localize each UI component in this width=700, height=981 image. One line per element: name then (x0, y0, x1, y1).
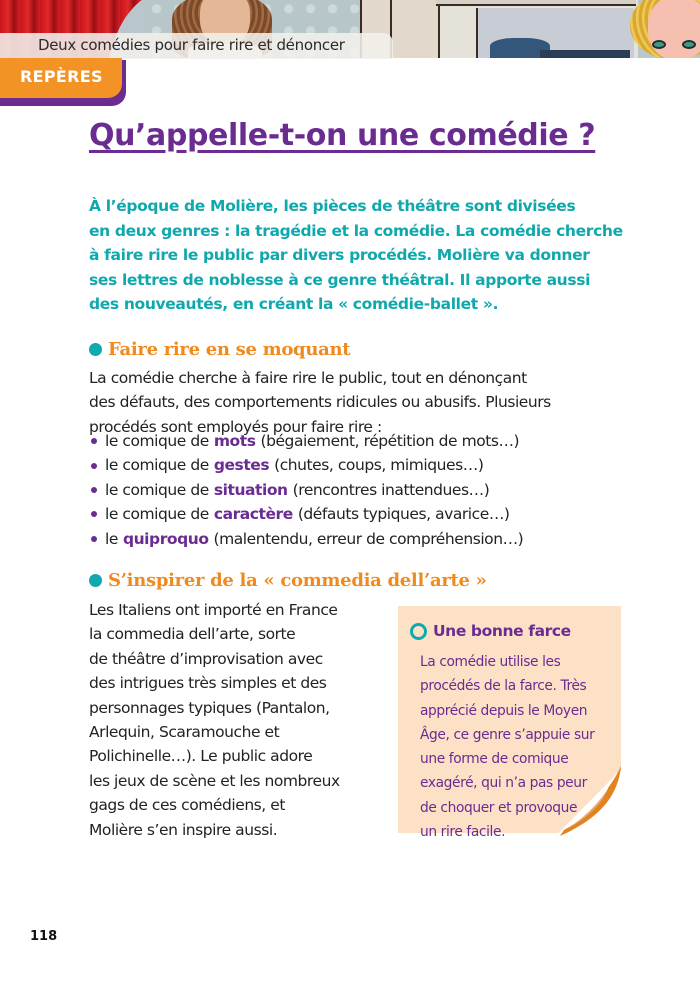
bullet-icon (91, 463, 97, 469)
keyword: mots (213, 432, 256, 450)
page-title: Qu’appelle-t-on une comédie ? (89, 118, 596, 153)
list-item: le comique de caractère (défauts typiques, avarice…) (89, 502, 523, 526)
bullet-icon (91, 536, 97, 542)
note-text: La comédie utilise les procédés de la farce. Très apprécié depuis le Moyen Âge, ce genre s’appuie sur une forme de comique exagéré, qui n’a pas peur de choquer et provoque un rire facile. (420, 654, 595, 841)
list-item: le comique de mots (bégaiement, répétition de mots…) (89, 429, 523, 453)
section2-paragraph: Les Italiens ont importé en France la commedia dell’arte, sorte de théâtre d’improvisation avec des intrigues très simples et des personnages typiques (Pantalon, Arlequin, Scaramouche et Polichinelle…). Le public adore les jeux de scène et les nombreux gags de ces comédiens, et Molière s’en inspire aussi. (89, 601, 340, 839)
comic-types-list (89, 429, 523, 551)
keyword: situation (213, 480, 288, 499)
section-heading-commedia: S’inspirer de la « commedia dell’arte » (89, 570, 487, 591)
list-item: le comique de gestes (chutes, coups, mimiques…) (89, 453, 523, 477)
section-tab-label: REPÈRES (20, 67, 103, 86)
list-item: le comique de situation (rencontres inattendues…) (89, 478, 523, 502)
keyword: gestes (213, 456, 270, 475)
keyword: caractère (213, 505, 293, 524)
bullet-icon (91, 511, 97, 517)
bullet-icon (91, 487, 97, 493)
list-item: le quiproquo (malentendu, erreur de compréhension…) (89, 527, 523, 551)
page-number: 118 (30, 929, 58, 944)
note-heading: Une bonne farce (410, 622, 571, 640)
ring-icon (410, 623, 427, 640)
section-heading-faire-rire: Faire rire en se moquant (89, 339, 350, 360)
bullet-dot-icon (89, 574, 102, 587)
intro-paragraph: À l’époque de Molière, les pièces de théâtre sont divisées en deux genres : la tragédie et la comédie. La comédie cherche à faire rire le public par divers procédés. Molière va donner ses lettres de noblesse à ce genre théâtral. Il apporte aussi des nouveautés, en créant la « comédie-ballet ». (89, 197, 623, 314)
bullet-icon (91, 438, 97, 444)
chapter-title: Deux comédies pour faire rire et dénoncer (38, 36, 345, 54)
bullet-dot-icon (89, 343, 102, 356)
keyword: quiproquo (122, 529, 209, 548)
section1-paragraph: La comédie cherche à faire rire le public, tout en dénonçant des défauts, des comportements ridicules ou abusifs. Plusieurs procédés sont employés pour faire rire : (89, 369, 551, 436)
